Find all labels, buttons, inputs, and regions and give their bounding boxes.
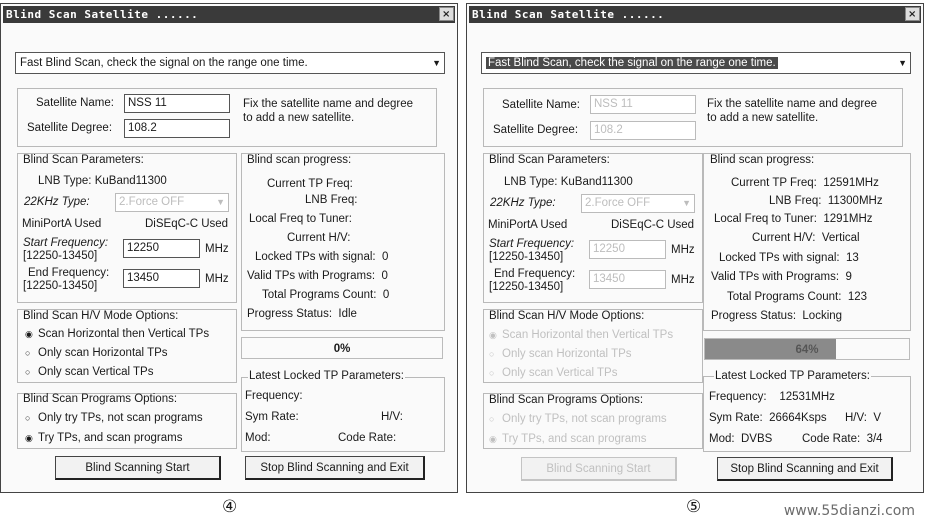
radio-label: Only scan Vertical TPs bbox=[38, 366, 154, 378]
dropdown-arrow-icon[interactable]: ▼ bbox=[898, 58, 907, 68]
radio-only-horizontal[interactable] bbox=[25, 347, 168, 359]
params-title: Blind Scan Parameters: bbox=[489, 154, 610, 166]
valid-tps-label: Valid TPs with Programs: bbox=[247, 270, 376, 282]
dropdown-arrow-icon[interactable]: ▼ bbox=[432, 58, 441, 68]
local-freq-value: 1291MHz bbox=[823, 213, 873, 225]
radio-label: Only try TPs, not scan programs bbox=[502, 413, 667, 425]
latest-hv bbox=[845, 412, 881, 424]
valid-tps-value: 9 bbox=[845, 271, 852, 283]
total-programs-value: 0 bbox=[382, 289, 390, 301]
lnb-freq bbox=[769, 195, 883, 207]
radio-label: Try TPs, and scan programs bbox=[38, 432, 183, 444]
programs-options-title: Blind Scan Programs Options: bbox=[23, 393, 178, 405]
start-frequency-label: Start Frequency: bbox=[23, 237, 109, 249]
progress-title: Blind scan progress: bbox=[247, 154, 352, 166]
latest-frequency-label: Frequency: bbox=[709, 391, 767, 403]
radio-only-try-tps[interactable] bbox=[489, 413, 667, 425]
progress-status-label: Progress Status: bbox=[247, 308, 333, 320]
latest-sym-label: Sym Rate: bbox=[245, 411, 299, 423]
blind-scan-window-before bbox=[0, 3, 458, 493]
lnb-type-value: KuBand11300 bbox=[560, 176, 633, 188]
radio-selected-icon[interactable]: ◉ bbox=[489, 330, 497, 340]
scan-mode-value: Fast Blind Scan, check the signal on the range one time. bbox=[488, 57, 776, 69]
progress-status bbox=[711, 310, 842, 322]
radio-only-vertical[interactable] bbox=[489, 367, 617, 379]
latest-tp-title: Latest Locked TP Parameters: bbox=[715, 370, 870, 382]
diseqc-label: DiSEqC-C Used bbox=[145, 218, 229, 230]
caption-5: ⑤ bbox=[686, 497, 702, 517]
latest-frequency-label: Frequency: bbox=[245, 390, 303, 402]
start-mhz-unit: MHz bbox=[205, 243, 229, 255]
dropdown-arrow-icon[interactable]: ▼ bbox=[682, 198, 691, 208]
latest-hv-label: H/V: bbox=[845, 412, 867, 424]
start-mhz-unit: MHz bbox=[671, 244, 695, 256]
hint-line-2: to add a new satellite. bbox=[707, 112, 819, 124]
stop-and-exit-button[interactable]: Stop Blind Scanning and Exit bbox=[717, 457, 893, 481]
end-frequency-label: End Frequency: bbox=[28, 267, 110, 279]
radio-empty-icon[interactable]: ○ bbox=[489, 368, 495, 378]
latest-mod-value: DVBS bbox=[740, 433, 773, 445]
k22-label: 22KHz Type: bbox=[490, 197, 556, 209]
end-frequency-input[interactable]: 13450 bbox=[123, 269, 200, 288]
start-frequency-input[interactable]: 12250 bbox=[589, 240, 666, 259]
valid-tps-value: 0 bbox=[381, 270, 388, 282]
satellite-name-label: Satellite Name: bbox=[502, 99, 580, 111]
radio-try-and-scan[interactable] bbox=[489, 433, 646, 445]
lnb-freq-label: LNB Freq: bbox=[305, 194, 358, 206]
latest-code-value: 3/4 bbox=[866, 433, 883, 445]
scan-mode-select[interactable] bbox=[481, 52, 911, 74]
latest-mod-label: Mod: bbox=[245, 432, 271, 444]
latest-code bbox=[802, 433, 883, 445]
latest-frequency bbox=[709, 391, 835, 403]
k22-value: 2.Force OFF bbox=[119, 196, 185, 208]
stop-and-exit-button[interactable]: Stop Blind Scanning and Exit bbox=[245, 456, 425, 480]
radio-selected-icon[interactable]: ◉ bbox=[25, 329, 33, 339]
blind-scan-start-button[interactable]: Blind Scanning Start bbox=[521, 457, 677, 481]
start-frequency-label: Start Frequency: bbox=[489, 238, 575, 250]
locked-tps-value: 0 bbox=[382, 251, 389, 263]
radio-label: Scan Horizontal then Vertical TPs bbox=[502, 329, 674, 341]
radio-label: Try TPs, and scan programs bbox=[502, 433, 647, 445]
radio-label: Only scan Vertical TPs bbox=[502, 367, 618, 379]
hint-line-1: Fix the satellite name and degree bbox=[243, 98, 414, 110]
miniport-label: MiniPortA Used bbox=[488, 219, 568, 231]
blind-scan-start-button[interactable]: Blind Scanning Start bbox=[55, 456, 221, 480]
start-frequency-range: [12250-13450] bbox=[23, 250, 98, 262]
satellite-name-input[interactable]: NSS 11 bbox=[124, 94, 230, 113]
latest-mod bbox=[709, 433, 772, 445]
progress-status-label: Progress Status: bbox=[711, 310, 797, 322]
window-titlebar bbox=[3, 6, 455, 23]
current-tp-label: Current TP Freq: bbox=[267, 178, 353, 190]
satellite-name-input[interactable]: NSS 11 bbox=[590, 95, 696, 114]
lnb-type-label: LNB Type: bbox=[38, 175, 92, 187]
watermark: www.55dianzi.com bbox=[783, 503, 915, 519]
latest-sym-value: 26664Ksps bbox=[769, 412, 827, 424]
diseqc-label: DiSEqC-C Used bbox=[611, 219, 695, 231]
lnb-type-label: LNB Type: bbox=[504, 176, 558, 188]
total-programs-label: Total Programs Count: bbox=[727, 291, 842, 303]
total-programs bbox=[727, 291, 867, 303]
latest-sym bbox=[709, 412, 827, 424]
lnb-type bbox=[504, 176, 633, 188]
radio-scan-h-then-v[interactable] bbox=[489, 329, 673, 341]
satellite-degree-label: Satellite Degree: bbox=[493, 124, 579, 136]
locked-tps bbox=[719, 252, 859, 264]
local-freq-label: Local Freq to Tuner: bbox=[249, 213, 352, 225]
end-frequency-input[interactable]: 13450 bbox=[589, 270, 666, 289]
latest-code-label: Code Rate: bbox=[802, 433, 861, 445]
k22-select[interactable] bbox=[115, 193, 229, 212]
latest-frequency-value: 12531MHz bbox=[779, 391, 835, 403]
end-frequency-label: End Frequency: bbox=[494, 268, 576, 280]
miniport-label: MiniPortA Used bbox=[22, 218, 102, 230]
current-tp-label: Current TP Freq: bbox=[731, 177, 817, 189]
locked-tps-value: 13 bbox=[846, 252, 859, 264]
progress-status bbox=[247, 308, 357, 320]
radio-empty-icon[interactable]: ○ bbox=[25, 367, 31, 377]
close-button[interactable]: × bbox=[905, 7, 920, 21]
current-hv-value: Vertical bbox=[821, 232, 860, 244]
progress-percent: 0% bbox=[333, 343, 351, 355]
hv-mode-title: Blind Scan H/V Mode Options: bbox=[23, 310, 179, 322]
local-freq bbox=[714, 213, 873, 225]
valid-tps-label: Valid TPs with Programs: bbox=[711, 271, 840, 283]
satellite-degree-input[interactable]: 108.2 bbox=[590, 121, 696, 140]
radio-scan-h-then-v[interactable] bbox=[25, 328, 209, 340]
lnb-freq-value: 11300MHz bbox=[827, 195, 883, 207]
total-programs bbox=[262, 289, 389, 301]
radio-selected-icon[interactable]: ◉ bbox=[489, 434, 497, 444]
radio-empty-icon[interactable]: ○ bbox=[25, 348, 31, 358]
dropdown-arrow-icon[interactable]: ▼ bbox=[216, 197, 225, 207]
current-hv bbox=[752, 232, 860, 244]
lnb-type bbox=[38, 175, 167, 187]
total-programs-label: Total Programs Count: bbox=[262, 289, 377, 301]
locked-tps-label: Locked TPs with signal: bbox=[719, 252, 840, 264]
scan-mode-select[interactable] bbox=[15, 52, 445, 74]
end-mhz-unit: MHz bbox=[671, 274, 695, 286]
end-frequency-range: [12250-13450] bbox=[23, 280, 98, 292]
radio-only-horizontal[interactable] bbox=[489, 348, 632, 360]
start-frequency-range: [12250-13450] bbox=[489, 251, 564, 263]
current-hv-label: Current H/V: bbox=[752, 232, 816, 244]
latest-mod-label: Mod: bbox=[709, 433, 735, 445]
close-button[interactable]: × bbox=[439, 7, 454, 21]
latest-code-label: Code Rate: bbox=[338, 432, 397, 444]
progress-bar bbox=[241, 337, 443, 359]
current-tp bbox=[731, 177, 879, 189]
caption-4: ④ bbox=[222, 497, 238, 517]
radio-empty-icon[interactable]: ○ bbox=[25, 413, 31, 423]
progress-bar bbox=[704, 338, 910, 360]
k22-value: 2.Force OFF bbox=[585, 197, 651, 209]
valid-tps bbox=[247, 270, 388, 282]
k22-label: 22KHz Type: bbox=[24, 196, 90, 208]
radio-empty-icon[interactable]: ○ bbox=[489, 414, 495, 424]
lnb-type-value: KuBand11300 bbox=[94, 175, 167, 187]
radio-label: Scan Horizontal then Vertical TPs bbox=[38, 328, 210, 340]
k22-select[interactable] bbox=[581, 194, 695, 213]
scan-mode-value: Fast Blind Scan, check the signal on the range one time. bbox=[20, 57, 308, 69]
radio-label: Only scan Horizontal TPs bbox=[38, 347, 168, 359]
locked-tps bbox=[255, 251, 388, 263]
radio-empty-icon[interactable]: ○ bbox=[489, 349, 495, 359]
total-programs-value: 123 bbox=[847, 291, 867, 303]
progress-percent: 64% bbox=[795, 344, 819, 356]
end-mhz-unit: MHz bbox=[205, 273, 229, 285]
window-titlebar bbox=[469, 6, 921, 23]
latest-hv-value: V bbox=[873, 412, 882, 424]
locked-tps-label: Locked TPs with signal: bbox=[255, 251, 376, 263]
progress-status-value: Locking bbox=[802, 310, 843, 322]
satellite-name-label: Satellite Name: bbox=[36, 97, 114, 109]
hv-mode-title: Blind Scan H/V Mode Options: bbox=[489, 310, 645, 322]
radio-selected-icon[interactable]: ◉ bbox=[25, 433, 33, 443]
radio-label: Only scan Horizontal TPs bbox=[502, 348, 632, 360]
local-freq-label: Local Freq to Tuner: bbox=[714, 213, 817, 225]
current-hv-label: Current H/V: bbox=[287, 232, 351, 244]
satellite-degree-label: Satellite Degree: bbox=[27, 122, 113, 134]
end-frequency-range: [12250-13450] bbox=[489, 281, 564, 293]
window-title: Blind Scan Satellite ...... bbox=[472, 8, 665, 21]
valid-tps bbox=[711, 271, 852, 283]
programs-options-title: Blind Scan Programs Options: bbox=[489, 394, 644, 406]
hint-line-1: Fix the satellite name and degree bbox=[707, 98, 878, 110]
progress-title: Blind scan progress: bbox=[710, 154, 815, 166]
radio-only-try-tps[interactable] bbox=[25, 412, 203, 424]
blind-scan-window-scanning bbox=[466, 3, 924, 493]
hint-line-2: to add a new satellite. bbox=[243, 112, 355, 124]
lnb-freq-label: LNB Freq: bbox=[769, 195, 822, 207]
window-title: Blind Scan Satellite ...... bbox=[6, 8, 199, 21]
radio-label: Only try TPs, not scan programs bbox=[38, 412, 203, 424]
params-title: Blind Scan Parameters: bbox=[23, 154, 144, 166]
radio-try-and-scan[interactable] bbox=[25, 432, 182, 444]
radio-only-vertical[interactable] bbox=[25, 366, 153, 378]
progress-status-value: Idle bbox=[338, 308, 357, 320]
latest-tp-title: Latest Locked TP Parameters: bbox=[249, 370, 404, 382]
latest-hv-label: H/V: bbox=[381, 411, 403, 423]
start-frequency-input[interactable]: 12250 bbox=[123, 239, 200, 258]
satellite-degree-input[interactable]: 108.2 bbox=[124, 119, 230, 138]
current-tp-value: 12591MHz bbox=[823, 177, 879, 189]
latest-sym-label: Sym Rate: bbox=[709, 412, 763, 424]
